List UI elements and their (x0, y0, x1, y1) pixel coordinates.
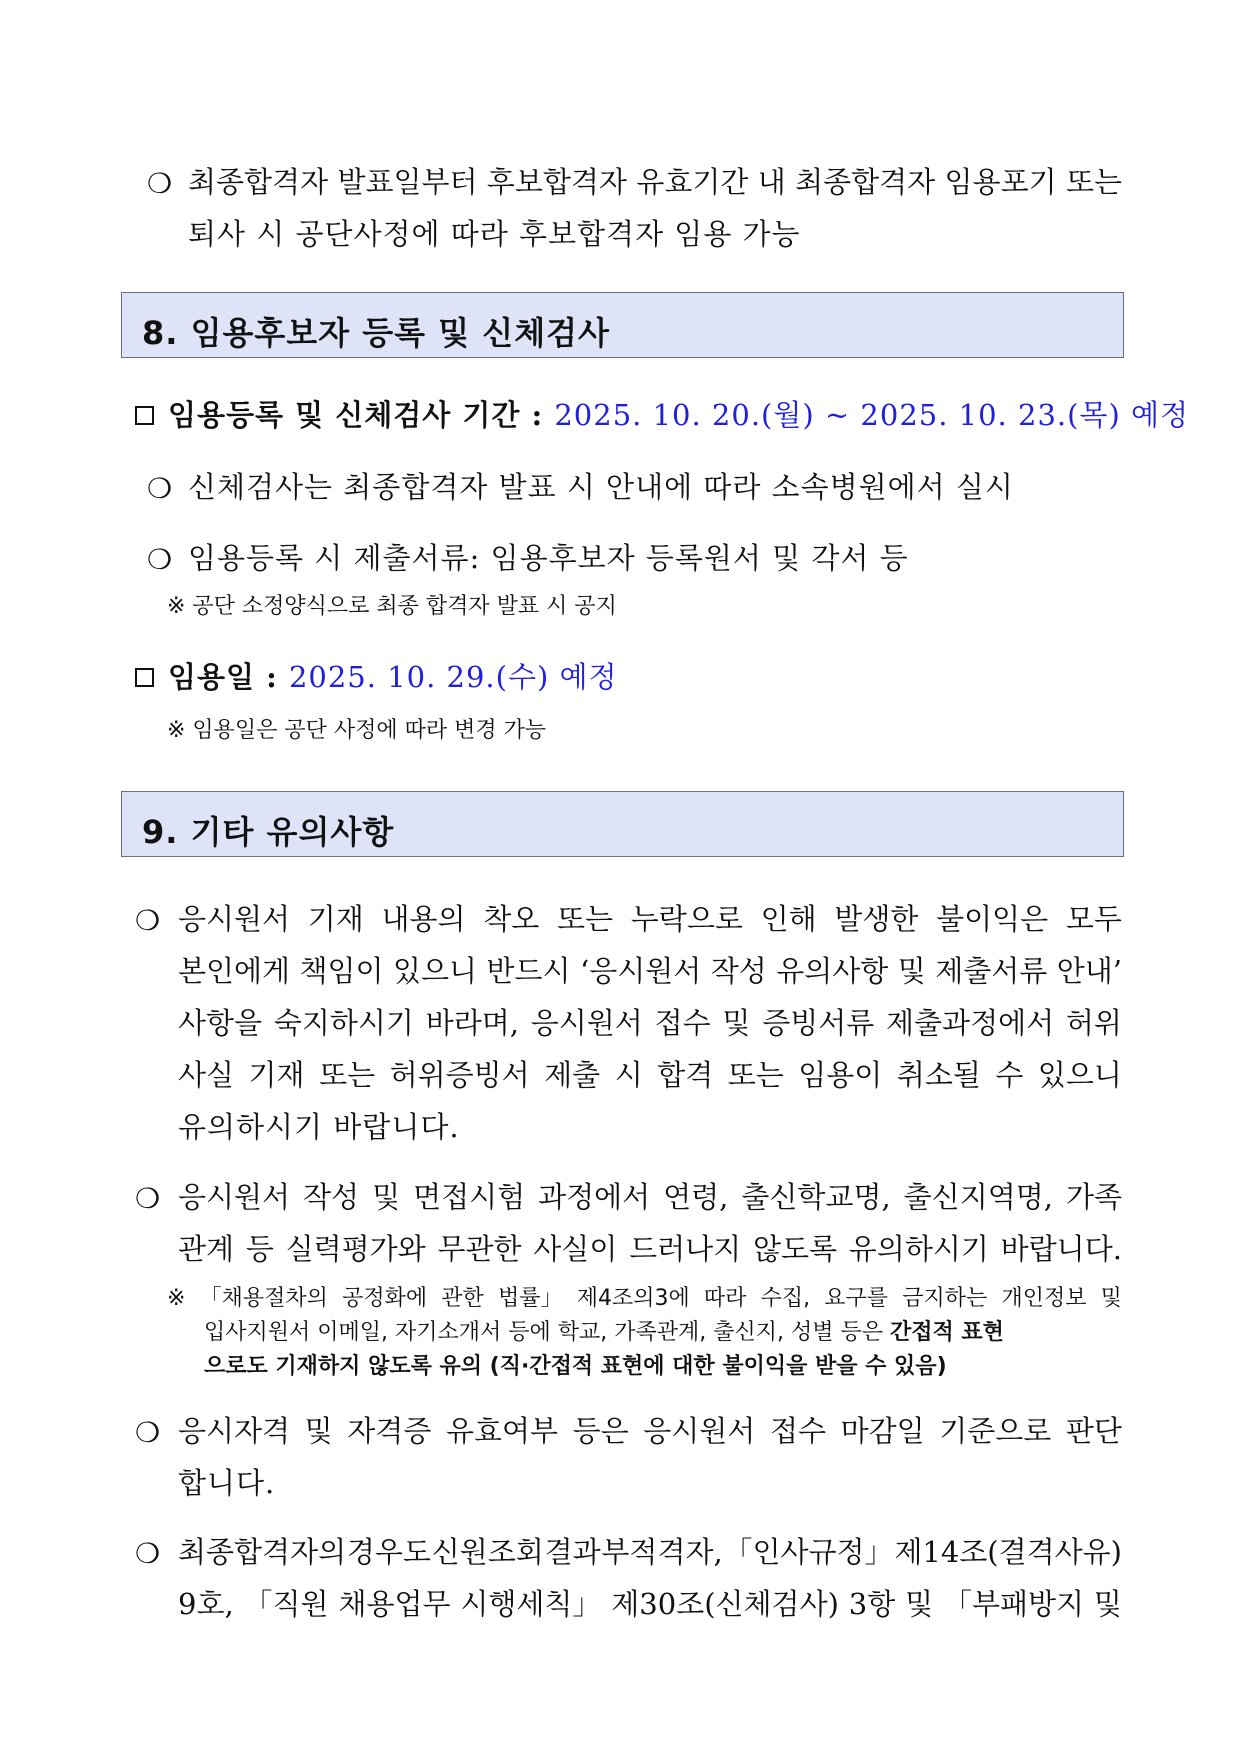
word: 및 (1100, 1286, 1122, 1311)
word: 수집, (760, 1286, 811, 1311)
word: 모두 (1065, 902, 1122, 936)
circle-bullet: ❍ (147, 543, 173, 576)
word: 후보합격자 (486, 165, 627, 199)
item1-line-3 (178, 1006, 1122, 1040)
word: 등 (245, 1232, 274, 1266)
word: 및 (897, 954, 926, 988)
word: 「부패방지 (942, 1587, 1085, 1621)
word: 공정화에 (342, 1286, 428, 1311)
word: 허위증빙서 (389, 1058, 530, 1092)
word: 안내’ (1056, 954, 1122, 988)
period-value: 2025. 10. 20.(월) ~ 2025. 10. 23.(목) 예정 (554, 398, 1190, 432)
word: 금지하는 (902, 1286, 988, 1311)
appointment-value: 2025. 10. 29.(수) 예정 (288, 660, 618, 694)
word: 시 (614, 1058, 643, 1092)
word: 드러나지 (629, 1232, 742, 1266)
word: 관계 (178, 1232, 235, 1266)
word: 사실 (178, 1058, 235, 1092)
word: 취소될 (896, 1058, 981, 1092)
word: 가족 (1065, 1180, 1122, 1214)
word: 응시자격 (178, 1414, 291, 1448)
item2-line-2 (178, 1232, 1122, 1266)
item2-note-line-3: 으로도 기재하지 않도록 유의 (직·간접적 표현에 대한 불이익을 받을 수 있음) (204, 1354, 947, 1379)
docs-note: 임용등록 시 제출서류: 임용후보자 등록원서 및 각서 등 (188, 541, 909, 575)
word: 유의하시기 (848, 1232, 989, 1266)
word: 누락으로 (630, 902, 743, 936)
word: 및 (1093, 1587, 1122, 1621)
word: 제출 (544, 1058, 601, 1092)
word: 제출과정에서 (886, 1006, 1055, 1040)
word: 경우도 (346, 1535, 431, 1569)
word: 마감일 (840, 1414, 925, 1448)
circle-bullet: ❍ (147, 167, 173, 200)
word: 작성 (303, 1180, 360, 1214)
word: 개인정보 (1001, 1286, 1087, 1311)
section-9-title: 9. 기타 유의사항 (142, 813, 395, 851)
word: 응시원서 (178, 902, 291, 936)
item4-line-1 (178, 1535, 1122, 1569)
word: 등은 (572, 1414, 629, 1448)
word: 따라 (703, 1286, 747, 1311)
appointment-subnote: ※ 임용일은 공단 사정에 따라 변경 가능 (167, 718, 547, 743)
intro-line-1 (188, 165, 1122, 199)
word: 응시원서 (643, 1414, 756, 1448)
word: 수 (995, 1058, 1024, 1092)
word: 바랍니다. (1000, 1232, 1122, 1266)
word: 인해 (760, 902, 817, 936)
word: 9호, (178, 1587, 234, 1621)
word: 제출서류 (935, 954, 1048, 988)
word: 본인에게 (178, 954, 291, 988)
word: 착오 (483, 902, 540, 936)
word: ※ (167, 1286, 186, 1311)
period-label: 임용등록 및 신체검사 기간 : (168, 398, 555, 432)
word: 사항을 (178, 1006, 263, 1040)
word: 과정에서 (538, 1180, 651, 1214)
word: 기준으로 (939, 1414, 1052, 1448)
square-bullet (135, 406, 154, 425)
word: 출신지역명, (903, 1180, 1053, 1214)
word: 불이익은 (936, 902, 1049, 936)
word: 최종합격자 (795, 165, 936, 199)
word: 있으니 (393, 954, 478, 988)
word: 「직원 (243, 1587, 329, 1621)
appointment-date (168, 660, 618, 694)
word: 작성 (710, 954, 767, 988)
word: 합격 (657, 1058, 714, 1092)
appointment-label: 임용일 : (168, 660, 289, 694)
word: 또는 (557, 902, 614, 936)
word: 또는 (319, 1058, 376, 1092)
word: 있으니 (1037, 1058, 1122, 1092)
word: 부적격자, (601, 1535, 723, 1569)
word: 「채용절차의 (199, 1286, 328, 1311)
circle-bullet: ❍ (135, 1416, 161, 1449)
word: 최종합격자의 (178, 1535, 347, 1569)
word: 또는 (1065, 165, 1122, 199)
word: 최종합격자 (188, 165, 329, 199)
word: 및 (304, 1414, 333, 1448)
word: 증빙서류 (762, 1006, 875, 1040)
section-8-header (121, 292, 1124, 358)
word: 기재 (248, 1058, 305, 1092)
word: 않도록 (752, 1232, 838, 1266)
word: 유효여부 (445, 1414, 559, 1448)
word: 응시원서 (530, 1006, 643, 1040)
word: 발생한 (834, 902, 919, 936)
registration-period (168, 398, 1190, 432)
word: 발표일부터 (337, 165, 478, 199)
circle-bullet: ❍ (147, 472, 173, 505)
word: 내 (757, 165, 786, 199)
word: 채용업무 (338, 1587, 451, 1621)
circle-bullet: ❍ (135, 1182, 161, 1215)
word: 책임이 (299, 954, 384, 988)
circle-bullet: ❍ (135, 904, 161, 937)
word: 결과 (544, 1535, 601, 1569)
word: 내용의 (381, 902, 466, 936)
item1-line-1 (178, 902, 1122, 936)
word: 연령, (663, 1180, 729, 1214)
item1-line-4 (178, 1058, 1122, 1092)
word: 면접시험 (413, 1180, 526, 1214)
word: 임용포기 (944, 165, 1057, 199)
word: 허위 (1065, 1006, 1122, 1040)
word: 또는 (727, 1058, 784, 1092)
word: 제30조(신체검사) (611, 1587, 839, 1621)
word: 실력평가와 (285, 1232, 426, 1266)
word: 제4조의3에 (576, 1286, 690, 1311)
word: 판단 (1065, 1414, 1122, 1448)
word: 법률」 (497, 1286, 563, 1311)
word: 유의사항 (776, 954, 889, 988)
word: ‘응시원서 (580, 954, 702, 988)
circle-bullet: ❍ (135, 1537, 161, 1570)
item1-line-2 (178, 954, 1122, 988)
item2-line-1 (178, 1180, 1122, 1214)
word: 및 (372, 1180, 401, 1214)
word: 무관한 (437, 1232, 522, 1266)
section-8-title: 8. 임용후보자 등록 및 신체검사 (142, 314, 610, 352)
word: 사실이 (533, 1232, 618, 1266)
word: 접수 (654, 1006, 711, 1040)
word: 자격증 (347, 1414, 432, 1448)
square-bullet (135, 668, 154, 687)
item2-note-line-2: 입사지원서 이메일, 자기소개서 등에 학교, 가족관계, 출신지, 성별 등은 간접적 표현 (204, 1320, 1004, 1345)
word: 바라며, (425, 1006, 519, 1040)
word: 및 (905, 1587, 934, 1621)
word: 접수 (769, 1414, 826, 1448)
item3-line-1 (178, 1414, 1122, 1448)
word: 3항 (848, 1587, 896, 1621)
word: 기재 (307, 902, 364, 936)
word: 관한 (441, 1286, 484, 1311)
item4-line-2 (178, 1587, 1122, 1621)
word: 시행세칙」 (460, 1587, 602, 1621)
word: 제14조(결격사유) (894, 1535, 1122, 1569)
item2-note-line-1 (167, 1288, 1122, 1310)
word: 유효기간 (636, 165, 749, 199)
docs-subnote: ※ 공단 소정양식으로 최종 합격자 발표 시 공지 (167, 594, 617, 619)
word: 요구를 (824, 1286, 889, 1311)
word: 「인사규정」 (723, 1535, 894, 1569)
item3-line-2: 합니다. (178, 1466, 276, 1500)
item1-line-5: 유의하시기 바랍니다. (178, 1110, 460, 1144)
word: 임용이 (798, 1058, 883, 1092)
word: 응시원서 (178, 1180, 291, 1214)
word: 신원조회 (431, 1535, 544, 1569)
exam-note: 신체검사는 최종합격자 발표 시 안내에 따라 소속병원에서 실시 (188, 470, 1014, 504)
intro-line-2: 퇴사 시 공단사정에 따라 후보합격자 임용 가능 (188, 217, 801, 251)
section-9-header (121, 791, 1124, 857)
word: 및 (722, 1006, 751, 1040)
word: 숙지하시기 (273, 1006, 414, 1040)
word: 출신학교명, (741, 1180, 891, 1214)
word: 반드시 (486, 954, 571, 988)
